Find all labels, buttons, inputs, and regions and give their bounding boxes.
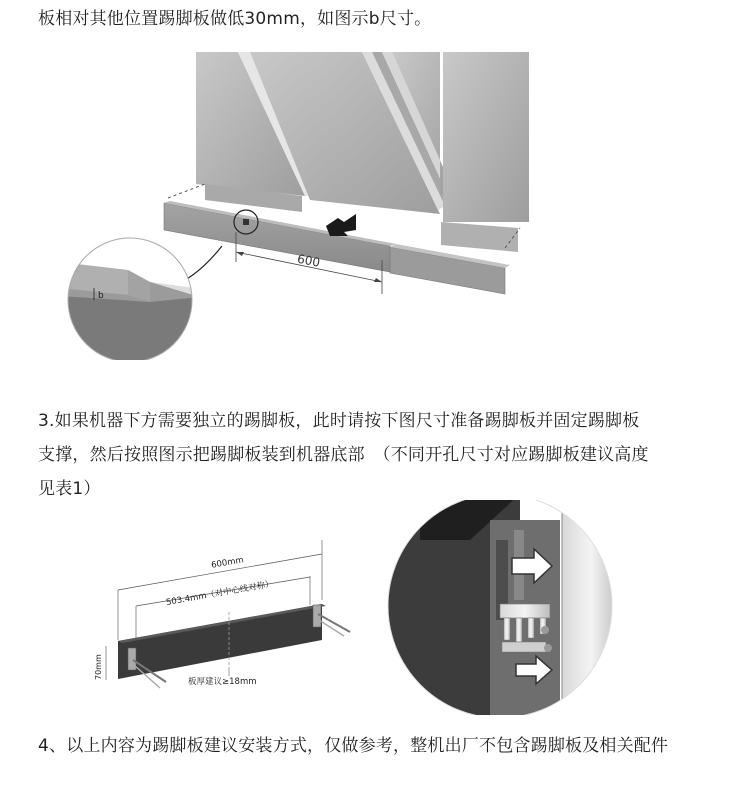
kickboard-installation-diagram <box>0 40 750 360</box>
steel-panel <box>562 508 620 715</box>
step3-line2: 支撑，然后按照图示把踢脚板装到机器底部 （不同开孔尺寸对应踢脚板建议高度 <box>38 445 649 465</box>
height-70mm: 70mm <box>94 654 103 680</box>
intro-text: 板相对其他位置踢脚板做低30mm，如图示b尺寸。 <box>38 9 432 29</box>
detail-b-label: b <box>98 291 104 301</box>
right-door <box>443 52 529 222</box>
step3-line3: 见表1） <box>38 479 101 499</box>
step3-text <box>38 404 728 506</box>
center-503mm: 503.4mm（对中心线对称） <box>165 579 275 609</box>
kickboard-dimension-diagram <box>80 540 360 700</box>
dimension-600: 600 <box>296 251 322 270</box>
kickboard-panel <box>118 604 322 679</box>
step4-text: 4、以上内容为踢脚板建议安装方式，仅做参考，整机出厂不包含踢脚板及相关配件 <box>38 736 669 756</box>
width-600mm: 600mm <box>210 555 245 571</box>
arrow-icon <box>326 214 356 236</box>
mounting-detail-diagram <box>385 500 620 715</box>
thickness-note: 板厚建议≥18mm <box>188 677 257 687</box>
step3-line1: 3.如果机器下方需要独立的踢脚板，此时请按下图尺寸准备踢脚板并固定踢脚板 <box>38 411 640 431</box>
